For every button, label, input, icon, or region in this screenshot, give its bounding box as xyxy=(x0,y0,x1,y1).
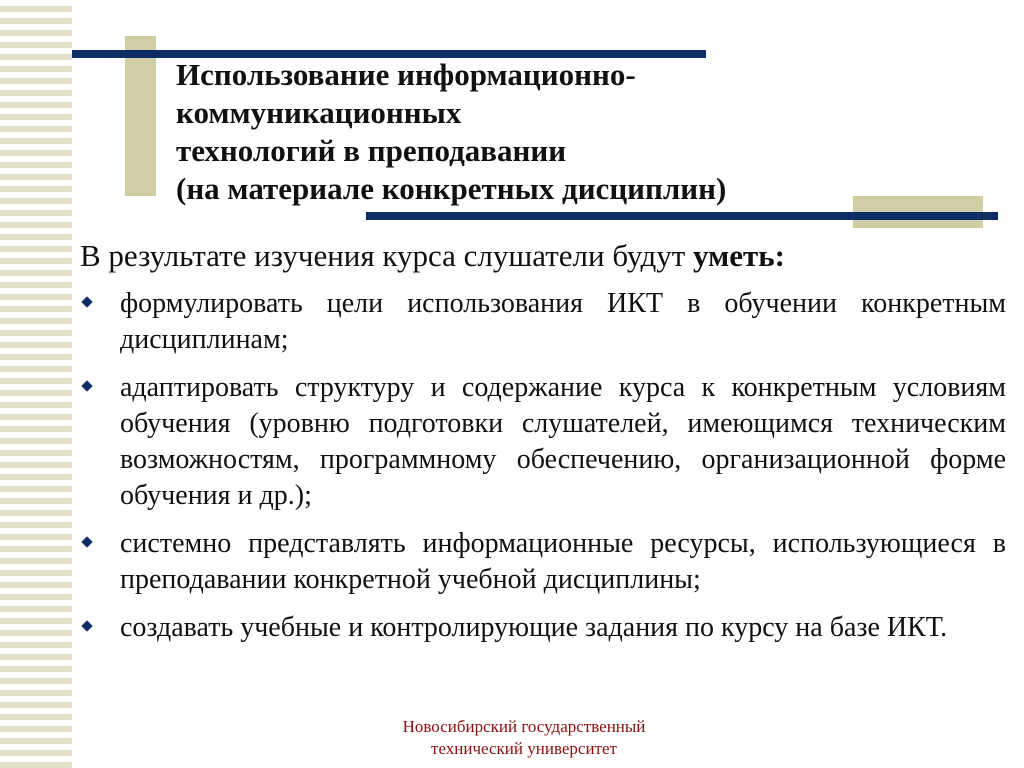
footer-line-1: Новосибирский государственный xyxy=(402,717,646,736)
skills-list xyxy=(80,286,1006,658)
diamond-bullet-icon xyxy=(81,536,92,547)
list-item xyxy=(80,286,1006,358)
diamond-bullet-icon xyxy=(81,296,92,307)
footer-line-2: технический университет xyxy=(431,739,617,758)
list-item-text: создавать учебные и контролирующие задания по курсу на базе ИКТ. xyxy=(120,612,948,643)
list-item-text: системно представлять информационные ресурсы, использующиеся в преподавании конкретной учебной дисциплины; xyxy=(120,528,1006,595)
list-item xyxy=(80,610,1006,646)
list-item-text: адаптировать структуру и содержание курса к конкретным условиям обучения (уровню подготовки слушателей, имеющимся техническим возможностям, программному обеспечению, организационной форме обучения и др.); xyxy=(120,372,1006,511)
intro-emphasis: уметь: xyxy=(693,238,785,273)
footer-institution xyxy=(340,716,708,760)
diamond-bullet-icon xyxy=(81,620,92,631)
title-line-4: (на материале конкретных дисциплин) xyxy=(176,171,727,206)
bottom-navy-bar xyxy=(366,212,998,220)
intro-text: В результате изучения курса слушатели будут xyxy=(80,238,694,273)
title-line-3: технологий в преподавании xyxy=(176,133,567,168)
list-item xyxy=(80,526,1006,598)
title-line-1: Использование информационно- xyxy=(176,57,636,92)
olive-block-decoration-top xyxy=(125,36,156,196)
list-item-text: формулировать цели использования ИКТ в обучении конкретным дисциплинам; xyxy=(120,288,1006,355)
list-item xyxy=(80,370,1006,514)
slide-title xyxy=(176,56,876,208)
title-line-2: коммуникационных xyxy=(176,95,462,130)
left-stripe-decoration xyxy=(0,0,72,768)
intro-paragraph xyxy=(80,236,1000,276)
diamond-bullet-icon xyxy=(81,380,92,391)
